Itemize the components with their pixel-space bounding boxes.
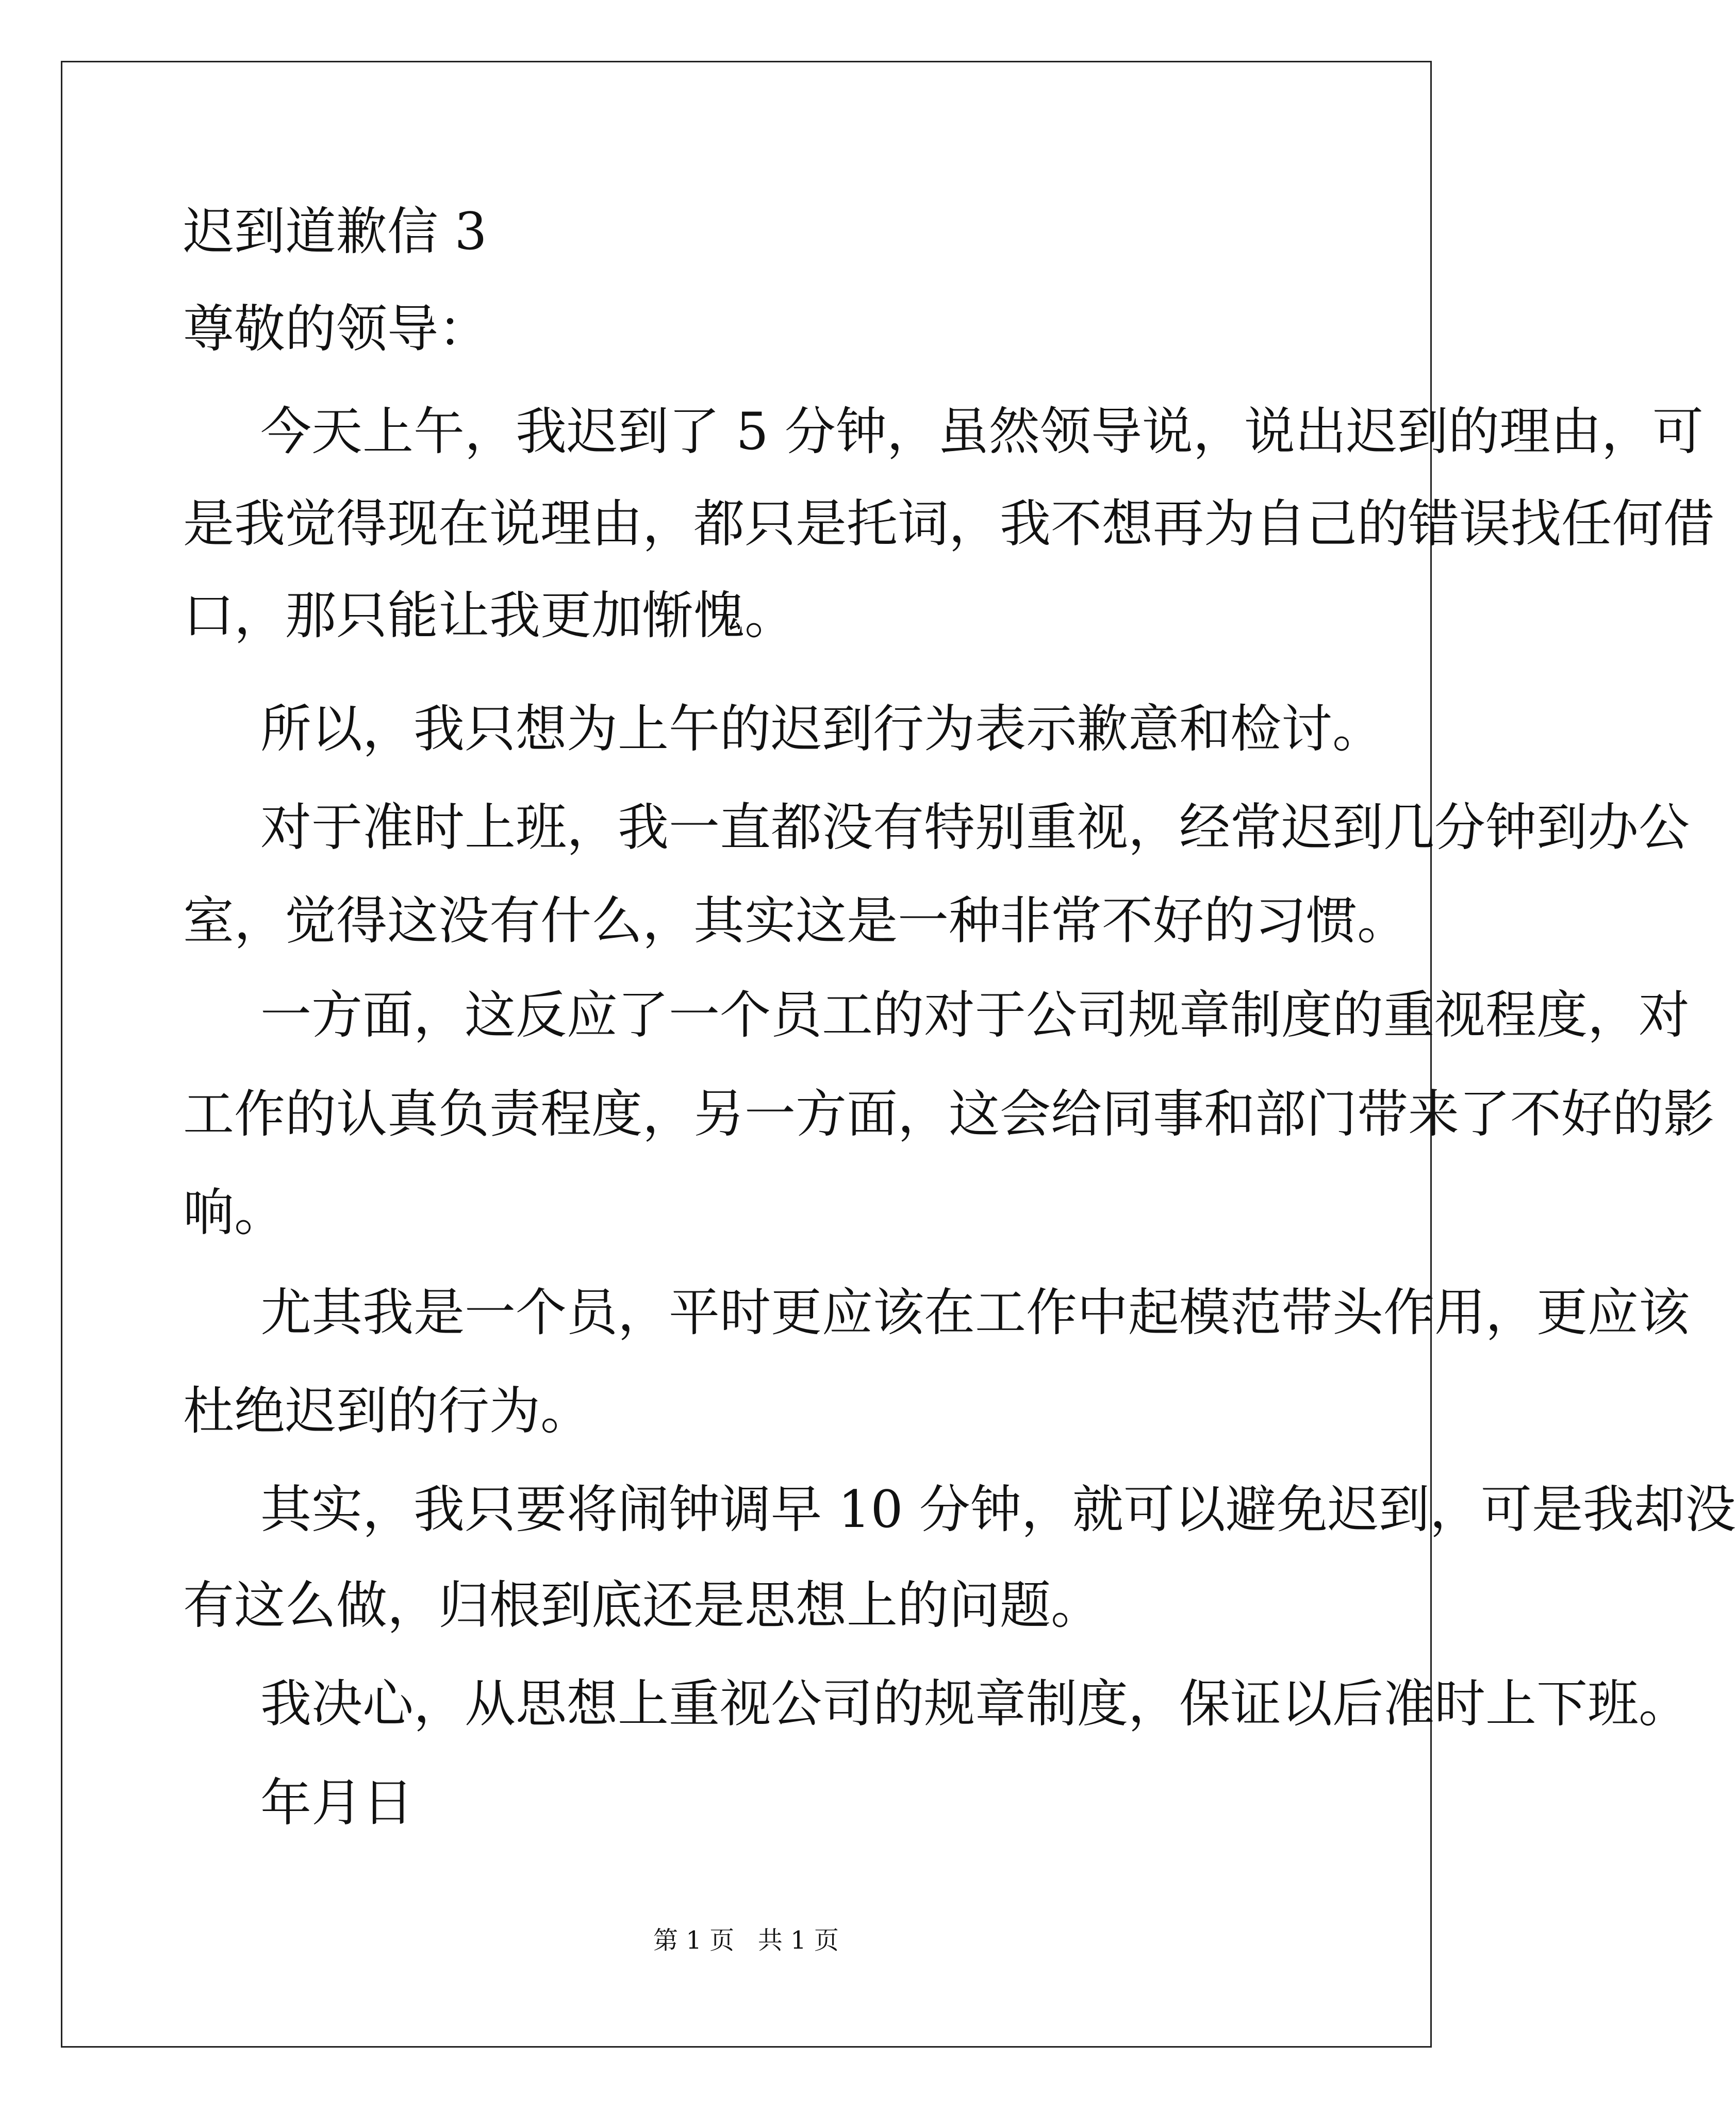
paragraph-7-line-1: 我决心，从思想上重视公司的规章制度，保证以后准时上下班。 xyxy=(260,1674,1690,1734)
paragraph-1-line-1: 今天上午，我迟到了 5 分钟，虽然领导说，说出迟到的理由，可 xyxy=(260,402,1704,461)
paragraph-3-line-1: 对于准时上班，我一直都没有特别重视，经常迟到几分钟到办公 xyxy=(260,798,1690,857)
date-line: 年月日 xyxy=(260,1773,414,1833)
paragraph-5-line-2: 杜绝迟到的行为。 xyxy=(183,1382,591,1441)
paragraph-3-line-2: 室，觉得这没有什么，其实这是一种非常不好的习惯。 xyxy=(183,891,1408,951)
page-footer: 第 1 页 共 1 页 xyxy=(653,1926,839,1955)
paragraph-4-line-2: 工作的认真负责程度，另一方面，这会给同事和部门带来了不好的影 xyxy=(183,1085,1714,1144)
salutation: 尊敬的领导： xyxy=(183,300,489,359)
paragraph-4-line-3: 响。 xyxy=(183,1183,285,1242)
paragraph-4-line-1: 一方面，这反应了一个员工的对于公司规章制度的重视程度，对 xyxy=(260,986,1690,1045)
paragraph-1-line-2: 是我觉得现在说理由，都只是托词，我不想再为自己的错误找任何借 xyxy=(183,494,1714,554)
paragraph-5-line-1: 尤其我是一个员，平时更应该在工作中起模范带头作用，更应该 xyxy=(260,1283,1690,1342)
page-border xyxy=(61,61,1432,2048)
paragraph-2-line-1: 所以，我只想为上午的迟到行为表示歉意和检讨。 xyxy=(260,700,1383,759)
paragraph-6-line-1: 其实，我只要将闹钟调早 10 分钟，就可以避免迟到，可是我却没 xyxy=(260,1480,1736,1539)
paragraph-6-line-2: 有这么做，归根到底还是思想上的问题。 xyxy=(183,1576,1102,1635)
paragraph-1-line-3: 口，那只能让我更加惭愧。 xyxy=(183,586,796,645)
document-title: 迟到道歉信 3 xyxy=(183,202,487,261)
